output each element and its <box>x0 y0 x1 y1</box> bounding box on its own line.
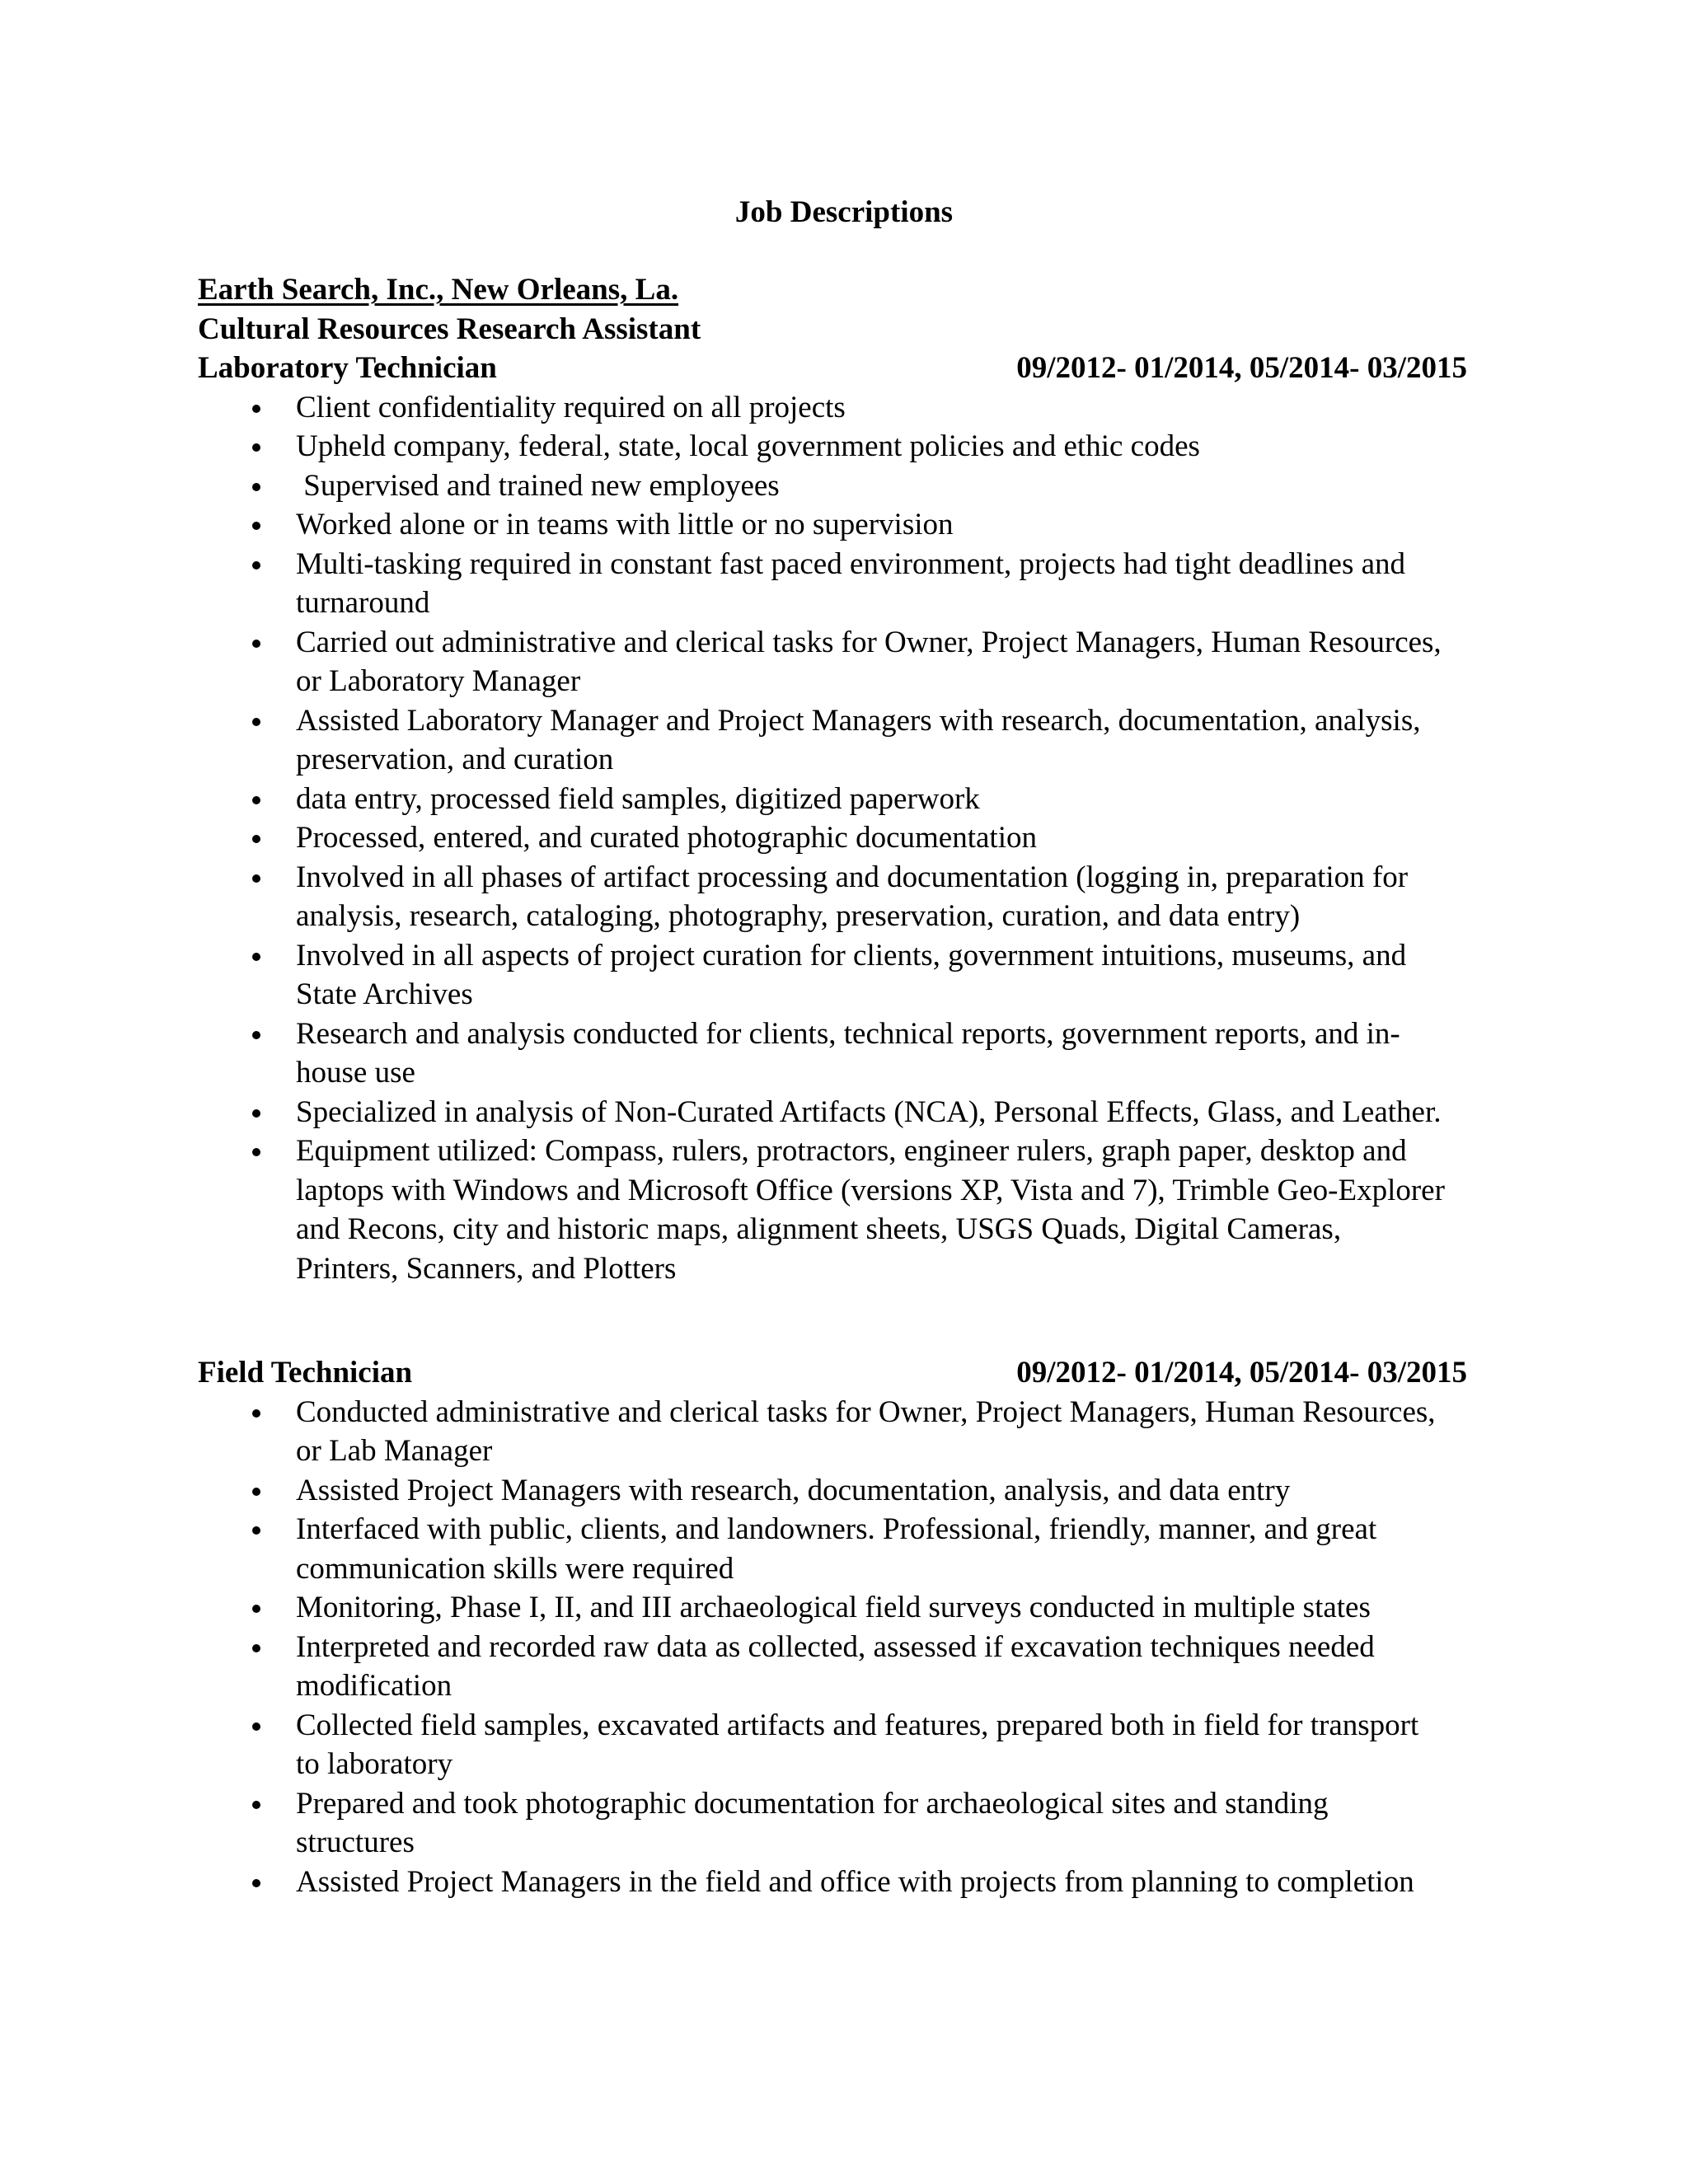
field-section <box>198 1353 1467 1901</box>
list-item: Carried out administrative and clerical tasks for Owner, Project Managers, Human Resources, or Laboratory Manager <box>198 623 1450 701</box>
list-item: Assisted Project Managers with research, documentation, analysis, and data entry <box>198 1471 1450 1511</box>
list-item: Conducted administrative and clerical tasks for Owner, Project Managers, Human Resources, or Lab Manager <box>198 1393 1450 1471</box>
list-item: Equipment utilized: Compass, rulers, protractors, engineer rulers, graph paper, desktop and laptops with Windows and Microsoft Office (versions XP, Vista and 7), Trimble Geo-Explorer and Recons, city and historic maps, alignment sheets, USGS Quads, Digital Cameras, Printers, Scanners, and Plotters <box>198 1132 1450 1288</box>
list-item: Prepared and took photographic documentation for archaeological sites and standing structures <box>198 1784 1450 1863</box>
lab-role-title: Laboratory Technician <box>198 351 497 385</box>
list-item: Supervised and trained new employees <box>198 466 1450 506</box>
list-item: Interpreted and recorded raw data as collected, assessed if excavation techniques needed modification <box>198 1628 1450 1706</box>
list-item: Involved in all aspects of project curation for clients, government intuitions, museums, and State Archives <box>198 936 1450 1015</box>
field-role-title: Field Technician <box>198 1356 413 1390</box>
page-title: Job Descriptions <box>734 195 954 229</box>
list-item: Assisted Laboratory Manager and Project Managers with research, documentation, analysis, preservation, and curation <box>198 701 1450 780</box>
list-item: Processed, entered, and curated photographic documentation <box>198 818 1450 858</box>
field-role-dates: 09/2012- 01/2014, 05/2014- 03/2015 <box>1016 1356 1467 1390</box>
list-item: Multi-tasking required in constant fast paced environment, projects had tight deadlines and turnaround <box>198 545 1450 623</box>
field-bullet-list <box>198 1393 1467 1902</box>
position-title: Cultural Resources Research Assistant <box>198 312 701 346</box>
field-role-row <box>198 1353 1467 1393</box>
lab-bullet-list <box>198 388 1467 1289</box>
list-item: data entry, processed field samples, digitized paperwork <box>198 780 1450 819</box>
list-item: Research and analysis conducted for clients, technical reports, government reports, and in-house use <box>198 1015 1450 1093</box>
lab-role-row <box>198 349 1467 388</box>
employer-heading: Earth Search, Inc., New Orleans, La. <box>198 273 679 307</box>
list-item: Client confidentiality required on all projects <box>198 388 1450 428</box>
list-item: Upheld company, federal, state, local government policies and ethic codes <box>198 427 1450 466</box>
list-item: Involved in all phases of artifact processing and documentation (logging in, preparation for analysis, research, cataloging, photography, preservation, curation, and data entry) <box>198 858 1450 936</box>
list-item: Assisted Project Managers in the field and office with projects from planning to completion <box>198 1863 1450 1902</box>
list-item: Collected field samples, excavated artifacts and features, prepared both in field for transport to laboratory <box>198 1706 1450 1784</box>
list-item: Specialized in analysis of Non-Curated Artifacts (NCA), Personal Effects, Glass, and Leather. <box>198 1093 1450 1132</box>
list-item: Worked alone or in teams with little or no supervision <box>198 505 1450 545</box>
lab-role-dates: 09/2012- 01/2014, 05/2014- 03/2015 <box>1016 351 1467 385</box>
list-item: Monitoring, Phase I, II, and III archaeological field surveys conducted in multiple states <box>198 1588 1450 1628</box>
lab-section <box>198 270 1467 1288</box>
list-item: Interfaced with public, clients, and landowners. Professional, friendly, manner, and great communication skills were required <box>198 1510 1450 1588</box>
